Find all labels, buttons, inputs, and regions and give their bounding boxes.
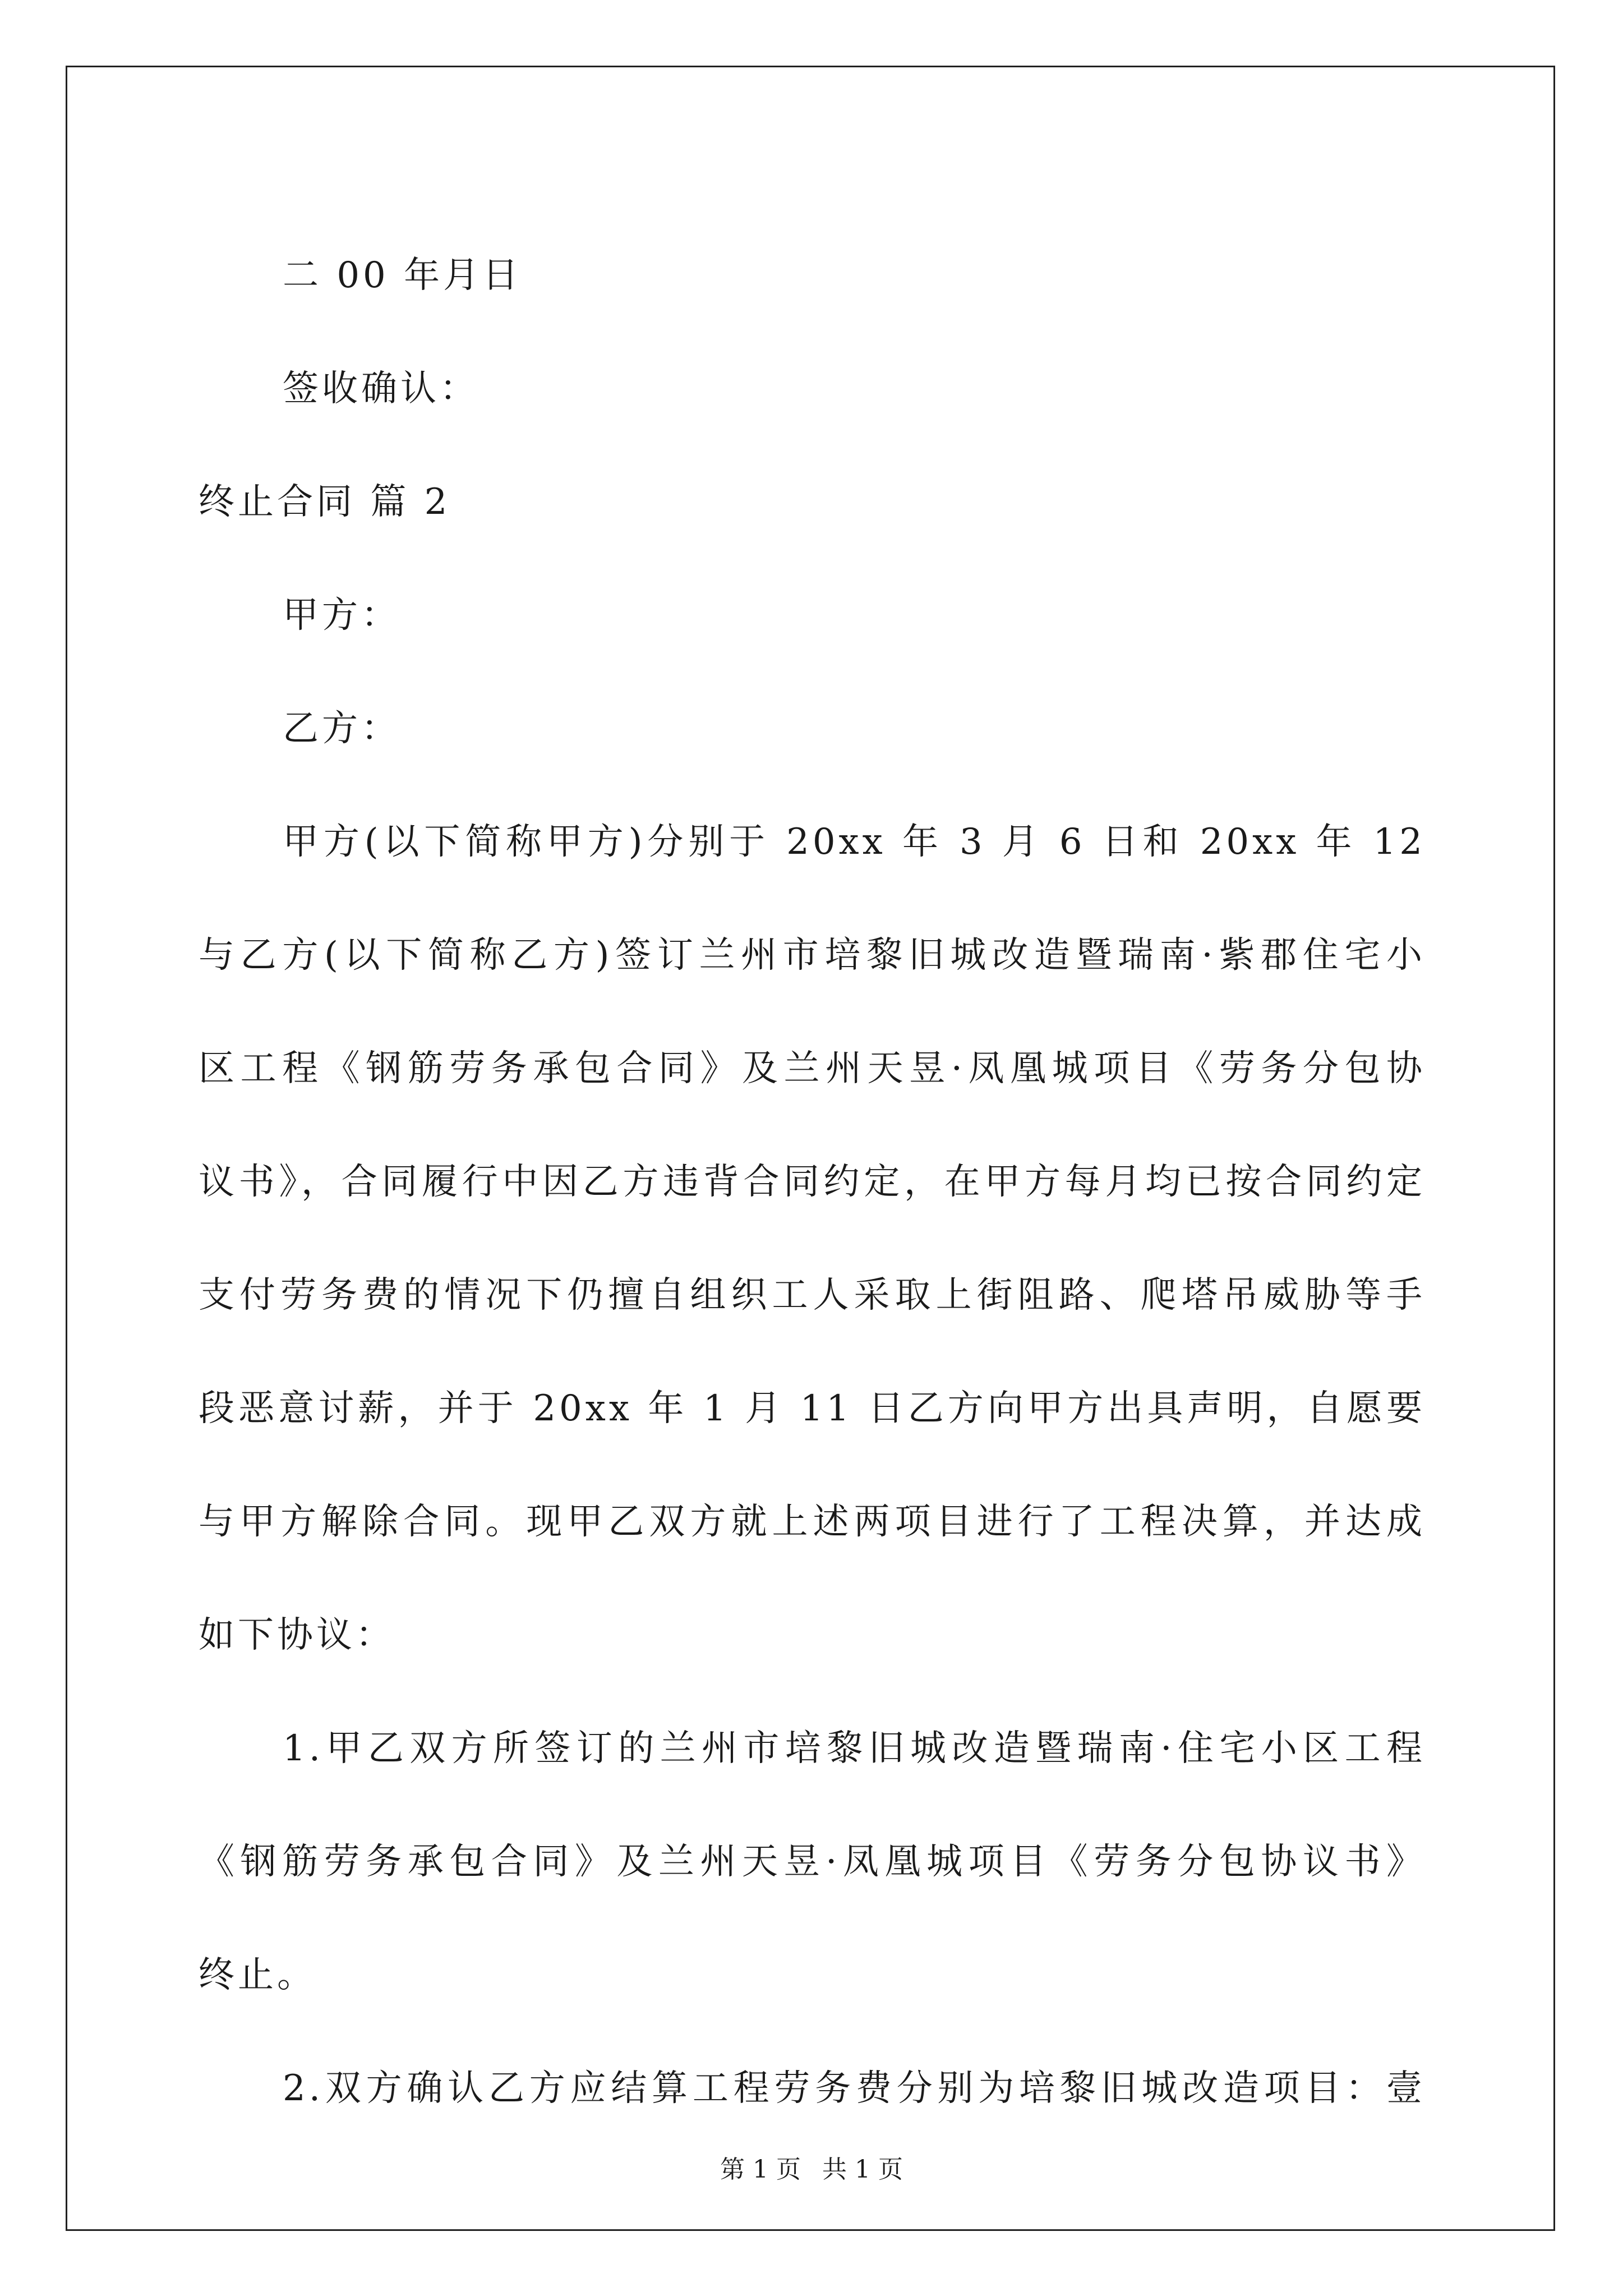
paragraph-line: 如下协议：	[199, 1614, 395, 1656]
paragraph-line: 段恶意讨薪，并于 20xx 年 1 月 11 日乙方向甲方出具声明，自愿要	[199, 1388, 1426, 1429]
paragraph-line: 甲方(以下简称甲方)分别于 20xx 年 3 月 6 日和 20xx 年 12	[283, 821, 1426, 863]
paragraph-line: 与甲方解除合同。现甲乙双方就上述两项目进行了工程决算，并达成	[199, 1501, 1426, 1543]
date-line: 二 00 年月日	[283, 255, 522, 296]
section-heading: 终止合同 篇 2	[199, 481, 451, 523]
page-footer	[0, 2153, 1623, 2187]
signature-confirm-line: 签收确认：	[283, 368, 479, 409]
clause-2-line: 2.双方确认乙方应结算工程劳务费分别为培黎旧城改造项目：壹	[283, 2068, 1426, 2109]
paragraph-line: 支付劳务费的情况下仍擅自组织工人采取上街阻路、爬塔吊威胁等手	[199, 1274, 1426, 1316]
party-b-line: 乙方：	[283, 708, 400, 749]
document-body	[199, 219, 1426, 2145]
clause-1-line: 《钢筋劳务承包合同》及兰州天昱·凤凰城项目《劳务分包协议书》	[199, 1841, 1426, 1883]
clause-1-line: 1.甲乙双方所签订的兰州市培黎旧城改造暨瑞南·住宅小区工程	[283, 1728, 1426, 1769]
page-number: 第 1 页	[720, 2155, 801, 2184]
paragraph-line: 与乙方(以下简称乙方)签订兰州市培黎旧城改造暨瑞南·紫郡住宅小	[199, 935, 1426, 976]
clause-1-line: 终止。	[199, 1954, 316, 1996]
paragraph-line: 区工程《钢筋劳务承包合同》及兰州天昱·凤凰城项目《劳务分包协	[199, 1048, 1426, 1089]
paragraph-line: 议书》，合同履行中因乙方违背合同约定，在甲方每月均已按合同约定	[199, 1161, 1426, 1203]
page-total: 共 1 页	[822, 2155, 903, 2184]
party-a-line: 甲方：	[283, 595, 400, 636]
